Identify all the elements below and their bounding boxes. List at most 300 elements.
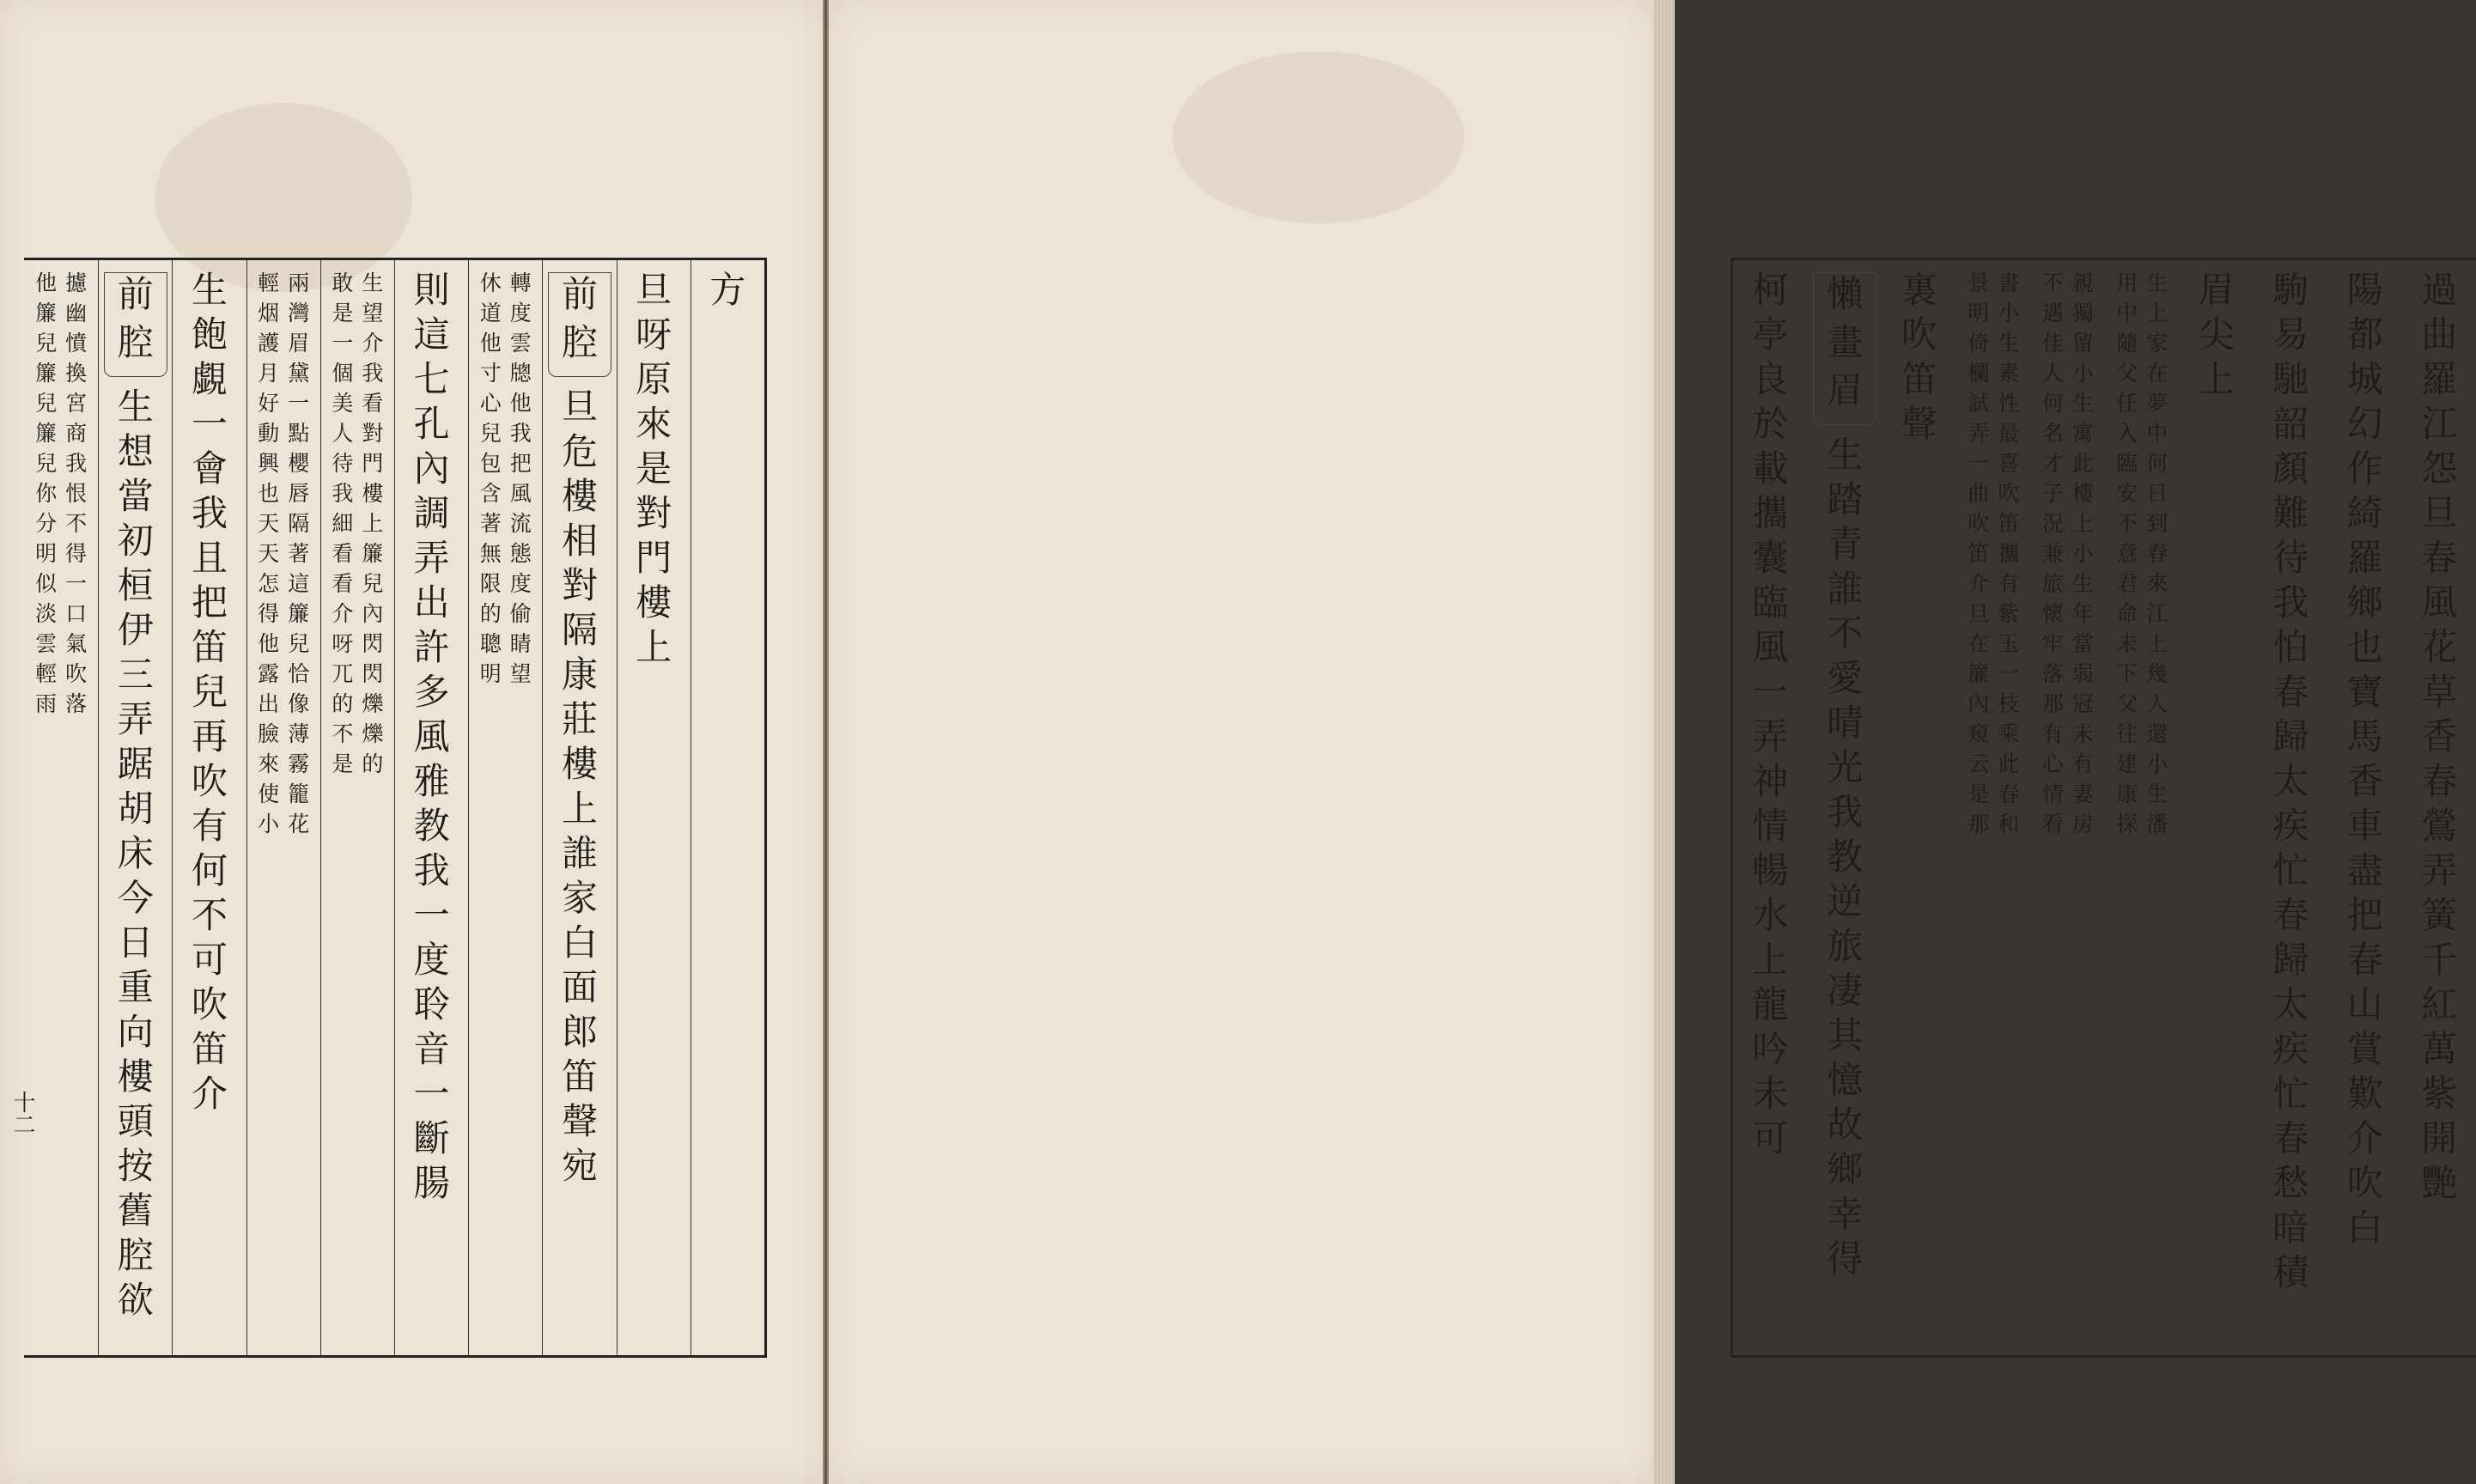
glyph: 弄	[1752, 715, 1789, 757]
glyph: 簧	[2421, 894, 2458, 936]
glyph: 幽	[65, 301, 88, 325]
glyph: 舊	[117, 1189, 154, 1232]
glyph: 樓	[2071, 481, 2094, 506]
glyph: 太	[2272, 760, 2309, 802]
glyph: 著	[479, 511, 502, 536]
glyph: 倚	[1968, 331, 1990, 356]
text-column	[542, 260, 616, 1355]
glyph: 年	[2071, 601, 2094, 626]
glyph: 囊	[1752, 537, 1789, 579]
glyph: 個	[332, 361, 354, 386]
glyph: 想	[117, 430, 154, 472]
glyph: 未	[1752, 1073, 1789, 1115]
right-text-frame	[1731, 258, 2476, 1358]
glyph: 黛	[288, 361, 310, 386]
glyph: 我	[362, 361, 384, 386]
glyph: 康	[2116, 782, 2138, 806]
glyph: 房	[2071, 812, 2094, 836]
glyph: 烟	[258, 301, 280, 325]
glyph: 態	[509, 541, 532, 566]
glyph: 神	[1752, 760, 1789, 802]
glyph: 父	[2116, 361, 2138, 386]
glyph: 初	[117, 520, 154, 562]
glyph: 著	[288, 541, 310, 566]
annotation-pair	[480, 272, 532, 693]
glyph: 灣	[288, 301, 310, 325]
glyph: 上	[1752, 939, 1789, 981]
glyph: 弄	[413, 537, 450, 579]
glyph: 不	[191, 894, 228, 936]
glyph: 面	[561, 966, 598, 1008]
glyph: 裏	[1901, 269, 1938, 311]
text-column	[246, 260, 320, 1355]
glyph: 吹	[191, 760, 228, 802]
glyph: 動	[258, 421, 280, 446]
glyph: 康	[561, 654, 598, 696]
glyph: 江	[2421, 403, 2458, 445]
glyph: 白	[2346, 1207, 2383, 1249]
glyph: 歸	[2272, 715, 2309, 757]
glyph: 簾	[35, 301, 58, 325]
glyph: 羅	[2421, 358, 2458, 400]
glyph: 君	[2116, 571, 2138, 596]
glyph: 暢	[1752, 849, 1789, 891]
glyph: 弄	[1968, 421, 1990, 446]
glyph: 誰	[561, 832, 598, 874]
glyph: 弱	[2071, 661, 2094, 686]
glyph: 轉	[509, 271, 532, 295]
glyph: 書	[1998, 271, 2020, 295]
glyph: 籠	[288, 782, 310, 806]
glyph: 春	[2272, 1117, 2309, 1159]
glyph: 小	[2146, 751, 2169, 776]
glyph: 攄	[65, 271, 88, 295]
glyph: 郎	[561, 1011, 598, 1053]
glyph: 風	[413, 715, 450, 757]
glyph: 怕	[2272, 626, 2309, 668]
glyph: 愛	[1827, 657, 1864, 699]
glyph: 旅	[2041, 571, 2064, 596]
glyph: 太	[2272, 983, 2309, 1025]
glyph: 腔	[561, 321, 598, 363]
glyph: 寸	[479, 361, 502, 386]
glyph: 有	[2041, 721, 2064, 746]
glyph: 的	[362, 751, 384, 776]
glyph: 往	[2116, 721, 2138, 746]
glyph: 且	[191, 537, 228, 579]
glyph: 笛	[1998, 511, 2020, 536]
glyph: 生	[117, 386, 154, 428]
glyph: 口	[65, 601, 88, 626]
glyph: 像	[288, 691, 310, 716]
text-column	[172, 260, 246, 1355]
glyph: 內	[362, 601, 384, 626]
glyph: 你	[35, 481, 58, 506]
glyph: 踞	[117, 743, 154, 785]
glyph: 似	[35, 571, 58, 596]
glyph: 中	[2146, 421, 2169, 446]
glyph: 小	[2071, 361, 2094, 386]
glyph: 懷	[2041, 601, 2064, 626]
glyph: 覷	[191, 358, 228, 400]
glyph: 凄	[1827, 970, 1864, 1012]
glyph: 危	[561, 430, 598, 472]
glyph: 分	[35, 511, 58, 536]
glyph: 未	[2071, 721, 2094, 746]
glyph: 龍	[1752, 983, 1789, 1025]
glyph: 換	[65, 361, 88, 386]
glyph: 積	[2272, 1251, 2309, 1293]
glyph: 對	[362, 421, 384, 446]
glyph: 不	[65, 511, 88, 536]
glyph: 易	[2272, 313, 2309, 356]
glyph: 曲	[1968, 481, 1990, 506]
glyph: 幾	[2146, 661, 2169, 686]
glyph: 疾	[2272, 1028, 2309, 1070]
glyph: 妻	[2071, 782, 2094, 806]
glyph: 上	[362, 511, 384, 536]
glyph: 出	[258, 691, 280, 716]
glyph: 紫	[2421, 1073, 2458, 1115]
glyph: 下	[2116, 661, 2138, 686]
glyph: 看	[362, 391, 384, 416]
glyph: 紅	[2421, 983, 2458, 1025]
glyph: 雲	[35, 631, 58, 656]
glyph: 上	[2146, 631, 2169, 656]
glyph: 向	[117, 1011, 154, 1053]
glyph: 懶	[1827, 273, 1864, 315]
glyph: 天	[258, 541, 280, 566]
glyph: 香	[2346, 760, 2383, 802]
glyph: 來	[2146, 571, 2169, 596]
glyph: 眉	[2198, 269, 2235, 311]
glyph: 隨	[2116, 331, 2138, 356]
glyph: 敢	[332, 271, 354, 295]
glyph: 待	[332, 451, 354, 476]
glyph: 淡	[35, 601, 58, 626]
tune-title-box	[548, 272, 611, 377]
text-column	[24, 260, 98, 1355]
glyph: 調	[413, 492, 450, 534]
glyph: 入	[2116, 421, 2138, 446]
glyph: 畫	[1827, 321, 1864, 363]
glyph: 看	[332, 541, 354, 566]
glyph: 好	[258, 391, 280, 416]
glyph: 生	[362, 271, 384, 295]
glyph: 聲	[1901, 403, 1938, 445]
text-column	[617, 260, 690, 1355]
glyph: 腔	[117, 1234, 154, 1276]
glyph: 才	[2041, 451, 2064, 476]
glyph: 白	[561, 921, 598, 964]
glyph: 含	[479, 481, 502, 506]
glyph: 小	[1998, 301, 2020, 325]
glyph: 方	[709, 269, 746, 311]
glyph: 簾	[362, 541, 384, 566]
glyph: 寓	[2071, 421, 2094, 446]
text-column	[1882, 260, 1956, 1355]
glyph: 吹	[191, 983, 228, 1025]
glyph: 樓	[561, 475, 598, 517]
glyph: 望	[509, 661, 532, 686]
glyph: 得	[65, 541, 88, 566]
glyph: 宛	[561, 1145, 598, 1187]
text-column	[2402, 260, 2476, 1355]
glyph: 欲	[117, 1279, 154, 1321]
glyph: 的	[332, 691, 354, 716]
glyph: 愁	[2272, 1162, 2309, 1204]
glyph: 看	[332, 571, 354, 596]
glyph: 使	[258, 782, 280, 806]
glyph: 香	[2421, 715, 2458, 757]
glyph: 把	[191, 581, 228, 623]
glyph: 輕	[35, 661, 58, 686]
glyph: 過	[2421, 269, 2458, 311]
annotation-pair	[2116, 272, 2168, 843]
glyph: 度	[413, 939, 450, 981]
glyph: 春	[1998, 782, 2020, 806]
glyph: 得	[258, 601, 280, 626]
glyph: 馬	[2346, 715, 2383, 757]
glyph: 我	[332, 481, 354, 506]
glyph: 七	[413, 358, 450, 400]
glyph: 欄	[1968, 361, 1990, 386]
glyph: 春	[2421, 537, 2458, 579]
glyph: 旦	[561, 386, 598, 428]
glyph: 簾	[35, 421, 58, 446]
glyph: 重	[117, 966, 154, 1008]
glyph: 笛	[191, 1028, 228, 1070]
glyph: 輕	[258, 271, 280, 295]
left-text-frame	[24, 258, 767, 1358]
glyph: 把	[2346, 894, 2383, 936]
glyph: 羅	[2346, 537, 2383, 579]
glyph: 頭	[117, 1100, 154, 1142]
glyph: 生	[2146, 782, 2169, 806]
glyph: 旅	[1827, 925, 1864, 967]
glyph: 內	[1968, 691, 1990, 716]
glyph: 樓	[117, 1055, 154, 1098]
glyph: 故	[1827, 1104, 1864, 1146]
glyph: 作	[2346, 447, 2383, 490]
glyph: 還	[2146, 721, 2169, 746]
text-column	[1956, 260, 2031, 1355]
glyph: 兼	[2041, 541, 2064, 566]
glyph: 何	[191, 849, 228, 891]
glyph: 笛	[561, 1055, 598, 1098]
glyph: 情	[2041, 782, 2064, 806]
glyph: 這	[413, 313, 450, 356]
glyph: 商	[65, 421, 88, 446]
glyph: 攜	[1998, 541, 2020, 566]
tune-title-box	[104, 272, 167, 377]
glyph: 家	[561, 877, 598, 919]
glyph: 桓	[117, 564, 154, 606]
glyph: 介	[2346, 1117, 2383, 1159]
glyph: 兩	[288, 271, 310, 295]
right-page	[829, 0, 2458, 1484]
glyph: 小	[258, 812, 280, 836]
glyph: 和	[1998, 812, 2020, 836]
glyph: 幸	[1827, 1193, 1864, 1235]
glyph: 聲	[561, 1100, 598, 1142]
glyph: 前	[561, 273, 598, 315]
glyph: 歎	[2346, 1073, 2383, 1115]
glyph: 車	[2346, 805, 2383, 847]
annotation-pair	[2042, 272, 2094, 843]
glyph: 呀	[332, 631, 354, 656]
glyph: 鶯	[2421, 805, 2458, 847]
glyph: 兒	[191, 671, 228, 713]
glyph: 無	[479, 541, 502, 566]
glyph: 斷	[413, 1117, 450, 1159]
glyph: 簾	[288, 601, 310, 626]
glyph: 吹	[1998, 481, 2020, 506]
glyph: 親	[2071, 271, 2094, 295]
glyph: 呀	[636, 313, 672, 356]
glyph: 吹	[2346, 1162, 2383, 1204]
glyph: 人	[332, 421, 354, 446]
glyph: 我	[509, 421, 532, 446]
glyph: 春	[2346, 939, 2383, 981]
glyph: 枝	[1998, 691, 2020, 716]
glyph: 得	[1827, 1238, 1864, 1280]
glyph: 幻	[2346, 403, 2383, 445]
glyph: 介	[332, 601, 354, 626]
glyph: 人	[2041, 361, 2064, 386]
text-column	[1808, 260, 1883, 1355]
glyph: 床	[117, 832, 154, 874]
glyph: 限	[479, 571, 502, 596]
glyph: 相	[561, 520, 598, 562]
glyph: 獨	[2071, 301, 2094, 325]
glyph: 寶	[2346, 671, 2383, 713]
glyph: 留	[2071, 331, 2094, 356]
glyph: 聆	[413, 983, 450, 1025]
glyph: 素	[1998, 361, 2020, 386]
glyph: 命	[2116, 601, 2138, 626]
folio-number: 十二	[9, 1091, 35, 1135]
glyph: 陽	[2346, 269, 2383, 311]
glyph: 到	[2146, 511, 2169, 536]
glyph: 是	[1968, 782, 1990, 806]
glyph: 不	[1827, 612, 1864, 654]
glyph: 兒	[35, 331, 58, 356]
glyph: 笛	[1901, 358, 1938, 400]
glyph: 月	[258, 361, 280, 386]
glyph: 顏	[2272, 447, 2309, 490]
glyph: 情	[1752, 805, 1789, 847]
glyph: 度	[509, 571, 532, 596]
glyph: 城	[2346, 358, 2383, 400]
glyph: 吹	[1968, 511, 1990, 536]
glyph: 吟	[1752, 1028, 1789, 1070]
glyph: 露	[258, 661, 280, 686]
glyph: 明	[35, 541, 58, 566]
glyph: 尖	[2198, 313, 2235, 356]
glyph: 此	[2071, 451, 2094, 476]
glyph: 歸	[2272, 939, 2309, 981]
glyph: 冠	[2071, 691, 2094, 716]
glyph: 當	[117, 475, 154, 517]
glyph: 一	[1752, 671, 1789, 713]
glyph: 腸	[413, 1162, 450, 1204]
glyph: 莊	[561, 698, 598, 740]
glyph: 雅	[413, 760, 450, 802]
glyph: 兒	[35, 451, 58, 476]
glyph: 隔	[561, 609, 598, 651]
glyph: 踏	[1827, 478, 1864, 520]
glyph: 夢	[2146, 391, 2169, 416]
text-column	[2327, 260, 2402, 1355]
glyph: 櫻	[288, 451, 310, 476]
glyph: 山	[2346, 983, 2383, 1025]
glyph: 也	[258, 481, 280, 506]
text-column	[1733, 260, 1808, 1355]
glyph: 今	[117, 877, 154, 919]
glyph: 點	[288, 421, 310, 446]
glyph: 旦	[1968, 601, 1990, 626]
glyph: 乘	[1998, 721, 2020, 746]
glyph: 怎	[258, 571, 280, 596]
glyph: 吹	[65, 661, 88, 686]
glyph: 閃	[362, 631, 384, 656]
glyph: 有	[191, 805, 228, 847]
glyph: 對	[561, 564, 598, 606]
glyph: 此	[1998, 751, 2020, 776]
glyph: 明	[479, 661, 502, 686]
glyph: 一	[413, 894, 450, 936]
glyph: 飽	[191, 313, 228, 356]
glyph: 爍	[362, 721, 384, 746]
glyph: 樓	[636, 581, 672, 623]
glyph: 出	[413, 581, 450, 623]
glyph: 興	[258, 451, 280, 476]
glyph: 名	[2041, 421, 2064, 446]
text-column	[98, 260, 172, 1355]
glyph: 眉	[1827, 369, 1864, 411]
glyph: 忙	[2272, 1073, 2309, 1115]
glyph: 晴	[1827, 702, 1864, 744]
glyph: 護	[258, 331, 280, 356]
text-column	[2254, 260, 2328, 1355]
glyph: 前	[117, 273, 154, 315]
glyph: 原	[636, 358, 672, 400]
glyph: 偷	[509, 601, 532, 626]
glyph: 春	[2272, 894, 2309, 936]
glyph: 上	[561, 788, 598, 830]
glyph: 眉	[288, 331, 310, 356]
glyph: 休	[479, 271, 502, 295]
glyph: 待	[2272, 537, 2309, 579]
glyph: 來	[636, 403, 672, 445]
glyph: 一	[65, 571, 88, 596]
glyph: 閃	[362, 661, 384, 686]
glyph: 我	[2272, 581, 2309, 623]
glyph: 門	[636, 537, 672, 579]
glyph: 再	[191, 715, 228, 757]
glyph: 我	[413, 849, 450, 891]
glyph: 疾	[2272, 805, 2309, 847]
text-column	[2030, 260, 2105, 1355]
glyph: 唇	[288, 481, 310, 506]
glyph: 光	[1827, 746, 1864, 788]
glyph: 暗	[2272, 1207, 2309, 1249]
glyph: 況	[2041, 511, 2064, 536]
glyph: 他	[35, 271, 58, 295]
glyph: 風	[509, 481, 532, 506]
glyph: 我	[65, 451, 88, 476]
